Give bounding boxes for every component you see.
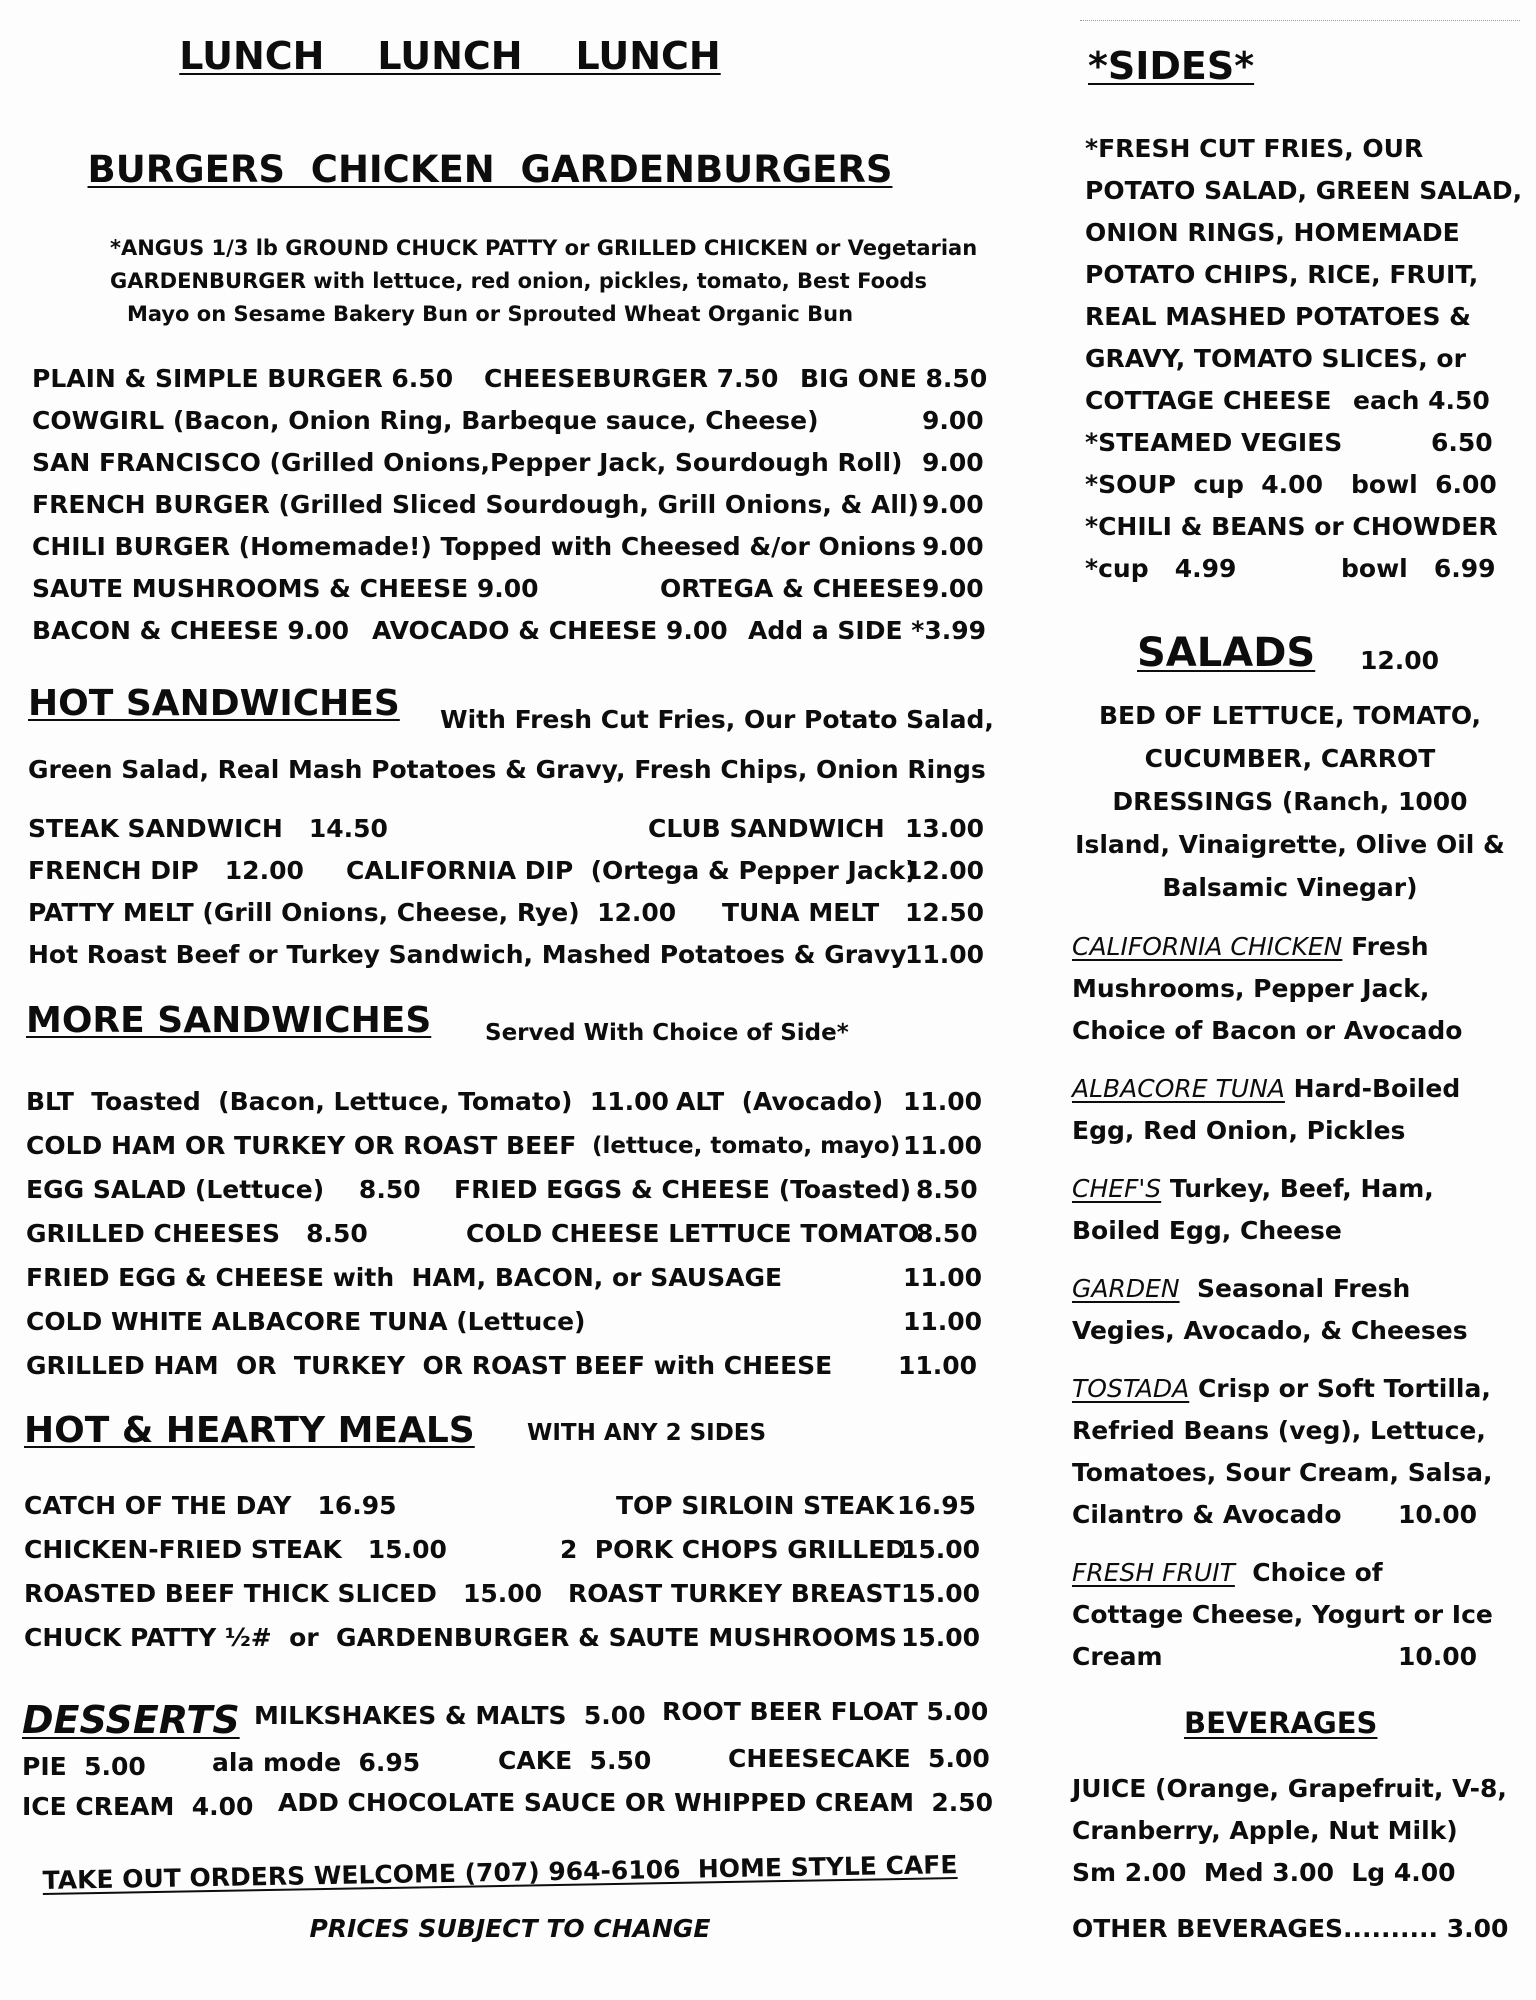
salad-desc: Mushrooms, Pepper Jack,	[1072, 974, 1430, 1003]
menu-item: ORTEGA & CHEESE	[660, 574, 922, 603]
menu-item: Add a SIDE *3.99	[748, 616, 987, 645]
beverage-line: Sm 2.00 Med 3.00 Lg 4.00	[1072, 1858, 1456, 1887]
menu-price: 15.00	[901, 1535, 981, 1564]
salad-desc: Seasonal Fresh	[1179, 1274, 1411, 1303]
burgers-list	[32, 358, 992, 652]
description-line: BED OF LETTUCE, TOMATO,	[1098, 701, 1482, 730]
more-sandwiches-note: Served With Choice of Side*	[485, 1020, 849, 1046]
menu-row	[1085, 422, 1505, 464]
menu-price: 9.00	[922, 574, 984, 603]
salad-fresh-fruit	[1072, 1552, 1512, 1678]
salad-desc: Cream	[1072, 1642, 1163, 1671]
menu-price: each 4.50	[1353, 386, 1490, 415]
menu-row	[1072, 1636, 1512, 1678]
beverage-line: JUICE (Orange, Grapefruit, V-8,	[1072, 1774, 1507, 1803]
sides-line: ONION RINGS, HOMEMADE	[1085, 218, 1460, 247]
salads-description	[1070, 694, 1510, 909]
menu-item: PATTY MELT (Grill Onions, Cheese, Rye) 12.00	[28, 898, 677, 927]
menu-item: ROOT BEER FLOAT 5.00	[662, 1697, 989, 1726]
menu-item: MILKSHAKES & MALTS 5.00	[254, 1701, 646, 1730]
menu-row	[26, 1081, 986, 1125]
menu-item: SAUTE MUSHROOMS & CHEESE 9.00	[32, 574, 539, 603]
description-line: Balsamic Vinegar)	[1162, 873, 1418, 902]
menu-item: COLD HAM OR TURKEY OR ROAST BEEF	[26, 1131, 577, 1160]
menu-row	[24, 1484, 984, 1528]
menu-item: *cup 4.99	[1085, 554, 1237, 583]
menu-item: SAN FRANCISCO (Grilled Onions,Pepper Jack, Sourdough Roll)	[32, 448, 903, 477]
menu-item: GRILLED CHEESES 8.50	[26, 1219, 368, 1248]
menu-price: bowl 6.00	[1351, 470, 1497, 499]
menu-item: EGG SALAD (Lettuce) 8.50	[26, 1175, 421, 1204]
salad-name: CHEF'S	[1072, 1174, 1162, 1203]
menu-price: 10.00	[1398, 1642, 1478, 1671]
menu-item: COLD CHEESE LETTUCE TOMATO	[466, 1219, 920, 1248]
salad-desc: Cilantro & Avocado	[1072, 1500, 1342, 1529]
menu-item: PIE 5.00	[22, 1752, 146, 1781]
salad-name: FRESH FRUIT	[1072, 1558, 1235, 1587]
menu-price: 8.50	[916, 1175, 978, 1204]
menu-row	[32, 610, 992, 652]
menu-item: AVOCADO & CHEESE 9.00	[372, 616, 728, 645]
description-line: Mayo on Sesame Bakery Bun or Sprouted Wheat Organic Bun	[126, 302, 854, 326]
menu-row	[26, 1301, 986, 1345]
menu-item: TUNA MELT	[722, 898, 880, 927]
menu-item: GRILLED HAM OR TURKEY OR ROAST BEEF with CHEESE	[26, 1351, 833, 1380]
salad-tostada	[1072, 1368, 1512, 1536]
menu-item: CATCH OF THE DAY 16.95	[24, 1491, 397, 1520]
menu-item: FRIED EGG & CHEESE with HAM, BACON, or SAUSAGE	[26, 1263, 783, 1292]
menu-row	[24, 1616, 984, 1660]
menu-price: 9.00	[922, 490, 984, 519]
salad-desc: Choice of	[1234, 1558, 1383, 1587]
sides-line: *CHILI & BEANS or CHOWDER	[1085, 512, 1498, 541]
menu-row	[1085, 464, 1505, 506]
salad-california-chicken	[1072, 926, 1512, 1052]
beverage-line: Cranberry, Apple, Nut Milk)	[1072, 1816, 1458, 1845]
menu-price: 15.00	[901, 1579, 981, 1608]
salad-desc: Tomatoes, Sour Cream, Salsa,	[1072, 1458, 1493, 1487]
menu-price: 11.00	[905, 940, 985, 969]
description-line: DRESSINGS (Ranch, 1000	[1112, 787, 1468, 816]
more-sandwiches-list	[26, 1081, 986, 1389]
menu-row	[26, 1169, 986, 1213]
desserts-list	[22, 1686, 994, 1826]
takeout-note: TAKE OUT ORDERS WELCOME (707) 964-6106 HOME STYLE CAFE	[42, 1850, 958, 1895]
menu-item: FRIED EGGS & CHEESE (Toasted)	[454, 1175, 912, 1204]
salad-desc: Egg, Red Onion, Pickles	[1072, 1116, 1406, 1145]
menu-item: (lettuce, tomato, mayo)	[592, 1133, 901, 1159]
menu-row	[32, 358, 992, 400]
menu-price: 16.95	[897, 1491, 977, 1520]
menu-price: 13.00	[905, 814, 985, 843]
menu-row	[28, 934, 988, 976]
desserts-heading: DESSERTS	[22, 1698, 240, 1742]
more-sandwiches-heading: MORE SANDWICHES	[26, 1000, 432, 1041]
menu-row	[1085, 380, 1505, 422]
menu-price: 8.50	[916, 1219, 978, 1248]
menu-item: BIG ONE 8.50	[800, 364, 988, 393]
salad-garden	[1072, 1268, 1512, 1352]
menu-price: 6.50	[1431, 428, 1493, 457]
sides-line: *FRESH CUT FRIES, OUR	[1085, 134, 1424, 163]
meals-note: WITH ANY 2 SIDES	[527, 1420, 767, 1446]
menu-item: COLD WHITE ALBACORE TUNA (Lettuce)	[26, 1307, 586, 1336]
salad-chefs	[1072, 1168, 1512, 1252]
salads-heading: SALADS	[1137, 630, 1316, 676]
salad-albacore-tuna	[1072, 1068, 1512, 1152]
menu-price: bowl 6.99	[1341, 554, 1496, 583]
salad-desc: Fresh	[1342, 932, 1429, 961]
menu-item: CALIFORNIA DIP (Ortega & Pepper Jack)	[346, 856, 917, 885]
menu-item: CAKE 5.50	[498, 1746, 652, 1775]
menu-item: FRENCH BURGER (Grilled Sliced Sourdough, Grill Onions, & All)	[32, 490, 919, 519]
menu-row	[24, 1528, 984, 1572]
description-line: CUCUMBER, CARROT	[1144, 744, 1436, 773]
hot-sandwiches-note: Green Salad, Real Mash Potatoes & Gravy, Fresh Chips, Onion Rings	[28, 755, 986, 784]
salad-desc: Turkey, Beef, Ham,	[1161, 1174, 1434, 1203]
menu-row	[28, 808, 988, 850]
sides-heading: *SIDES*	[1088, 44, 1255, 88]
menu-item: *STEAMED VEGIES	[1085, 428, 1343, 457]
menu-item: ALT (Avocado)	[676, 1087, 884, 1116]
menu-price: 11.00	[898, 1351, 978, 1380]
column-divider	[1080, 20, 1520, 21]
menu-price: 11.00	[903, 1087, 983, 1116]
salad-name: GARDEN	[1072, 1274, 1180, 1303]
menu-item: TOP SIRLOIN STEAK	[616, 1491, 894, 1520]
menu-price: 11.00	[903, 1307, 983, 1336]
menu-item: ROASTED BEEF THICK SLICED 15.00	[24, 1579, 543, 1608]
menu-row	[32, 442, 992, 484]
menu-row	[26, 1257, 986, 1301]
menu-price: 11.00	[903, 1263, 983, 1292]
menu-row	[1085, 548, 1505, 590]
menu-price: 15.00	[901, 1623, 981, 1652]
menu-row	[22, 1780, 994, 1826]
salad-desc: Boiled Egg, Cheese	[1072, 1216, 1342, 1245]
menu-row	[24, 1572, 984, 1616]
beverages-list	[1072, 1768, 1512, 1950]
menu-item: Hot Roast Beef or Turkey Sandwich, Mashed Potatoes & Gravy	[28, 940, 907, 969]
menu-item: *SOUP cup 4.00	[1085, 470, 1323, 499]
menu-row	[26, 1345, 986, 1389]
menu-item: CHICKEN-FRIED STEAK 15.00	[24, 1535, 447, 1564]
menu-item: FRENCH DIP 12.00	[28, 856, 304, 885]
menu-item: 2 PORK CHOPS GRILLED	[560, 1535, 907, 1564]
menu-item: BACON & CHEESE 9.00	[32, 616, 350, 645]
sides-line: POTATO SALAD, GREEN SALAD,	[1085, 176, 1523, 205]
menu-price: 11.00	[903, 1131, 983, 1160]
menu-price: 9.00	[922, 448, 984, 477]
menu-item: CHILI BURGER (Homemade!) Topped with Cheesed &/or Onions	[32, 532, 916, 561]
menu-item: PLAIN & SIMPLE BURGER 6.50	[32, 364, 454, 393]
menu-price: 12.00	[905, 856, 985, 885]
menu-item: CHEESEBURGER 7.50	[484, 364, 779, 393]
salads-list	[1072, 926, 1512, 1678]
menu-item: COWGIRL (Bacon, Onion Ring, Barbeque sauce, Cheese)	[32, 406, 819, 435]
salad-desc: Refried Beans (veg), Lettuce,	[1072, 1416, 1486, 1445]
burgers-description	[110, 232, 978, 331]
menu-row	[32, 484, 992, 526]
beverage-line: OTHER BEVERAGES.......... 3.00	[1072, 1914, 1509, 1943]
menu-row	[28, 892, 988, 934]
hot-sandwiches-heading: HOT SANDWICHES	[28, 683, 400, 724]
menu-price: 12.50	[905, 898, 985, 927]
description-line: *ANGUS 1/3 lb GROUND CHUCK PATTY or GRILLED CHICKEN or Vegetarian	[110, 236, 978, 260]
menu-item: BLT Toasted (Bacon, Lettuce, Tomato) 11.00	[26, 1087, 669, 1116]
menu-price: 10.00	[1398, 1500, 1478, 1529]
burgers-heading: BURGERS CHICKEN GARDENBURGERS	[87, 148, 893, 191]
meals-list	[24, 1484, 984, 1660]
menu-item: COTTAGE CHEESE	[1085, 386, 1332, 415]
menu-row	[28, 850, 988, 892]
menu-item: ADD CHOCOLATE SAUCE OR WHIPPED CREAM 2.50	[278, 1788, 994, 1817]
meals-heading: HOT & HEARTY MEALS	[24, 1410, 475, 1451]
menu-item: CLUB SANDWICH	[648, 814, 885, 843]
description-line: Island, Vinaigrette, Olive Oil &	[1075, 830, 1505, 859]
salad-name: CALIFORNIA CHICKEN	[1072, 932, 1343, 961]
menu-row	[22, 1686, 989, 1734]
menu-row	[22, 1734, 990, 1781]
menu-row	[1072, 1494, 1512, 1536]
menu-row	[26, 1125, 986, 1169]
menu-item: CHEESECAKE 5.00	[728, 1744, 990, 1773]
menu-item: ICE CREAM 4.00	[22, 1792, 254, 1821]
salad-desc: Choice of Bacon or Avocado	[1072, 1016, 1463, 1045]
prices-note: PRICES SUBJECT TO CHANGE	[309, 1914, 711, 1943]
beverages-heading: BEVERAGES	[1184, 1706, 1378, 1740]
salad-desc: Vegies, Avocado, & Cheeses	[1072, 1316, 1468, 1345]
menu-row	[32, 400, 992, 442]
menu-item: ala mode 6.95	[212, 1748, 421, 1777]
menu-item: CHUCK PATTY ½# or GARDENBURGER & SAUTE MUSHROOMS	[24, 1623, 898, 1652]
lunch-heading: LUNCH LUNCH LUNCH	[179, 34, 721, 78]
hot-sandwiches-list	[28, 808, 988, 976]
menu-row	[32, 568, 992, 610]
salad-name: ALBACORE TUNA	[1072, 1074, 1285, 1103]
menu-item: STEAK SANDWICH 14.50	[28, 814, 388, 843]
menu-item: ROAST TURKEY BREAST	[568, 1579, 901, 1608]
description-line: GARDENBURGER with lettuce, red onion, pickles, tomato, Best Foods	[110, 269, 927, 293]
salad-desc: Crisp or Soft Tortilla,	[1189, 1374, 1491, 1403]
menu-row	[32, 526, 992, 568]
sides-line: GRAVY, TOMATO SLICES, or	[1085, 344, 1466, 373]
menu-row	[26, 1213, 986, 1257]
hot-sandwiches-note: With Fresh Cut Fries, Our Potato Salad,	[440, 705, 994, 734]
sides-line: REAL MASHED POTATOES &	[1085, 302, 1471, 331]
menu-price: 9.00	[922, 406, 984, 435]
salad-name: TOSTADA	[1072, 1374, 1190, 1403]
menu-price: 9.00	[922, 532, 984, 561]
sides-list	[1085, 128, 1523, 590]
salad-desc: Cottage Cheese, Yogurt or Ice	[1072, 1600, 1493, 1629]
salads-price: 12.00	[1360, 646, 1440, 675]
salad-desc: Hard-Boiled	[1284, 1074, 1461, 1103]
sides-line: POTATO CHIPS, RICE, FRUIT,	[1085, 260, 1479, 289]
